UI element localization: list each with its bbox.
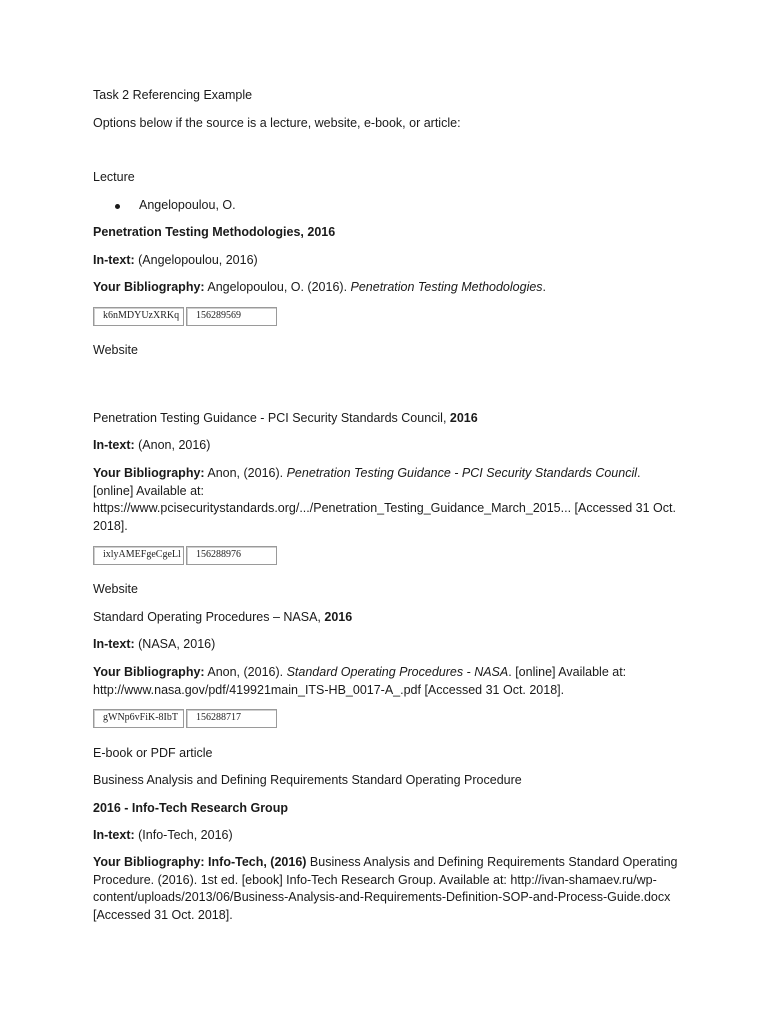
ebook-bibliography: Your Bibliography: Info-Tech, (2016) Business Analysis and Defining Requirements Standard Operating Procedure. (2016). 1st ed. [ebook] Info-Tech Research Group. Available at: http://ivan-shamaev.ru/wp-content/uploads/2013/06/Business-Analysis-and-Requirements-Definition-SOP-and-Process-Guide.docx [Accessed 31 Oct. 2018]. [93, 855, 678, 922]
website1-id-box [93, 546, 277, 565]
lecture-id-number: 156289569 [186, 307, 277, 326]
intro-text: Options below if the source is a lecture, website, e-book, or article: [93, 116, 461, 130]
ebook-intext: In-text: (Info-Tech, 2016) [93, 828, 233, 842]
lecture-source-title: Penetration Testing Methodologies, 2016 [93, 225, 336, 239]
lecture-author: Angelopoulou, O. [139, 198, 236, 212]
website2-bibliography: Your Bibliography: Anon, (2016). Standard Operating Procedures - NASA. [online] Available at: http://www.nasa.gov/pdf/419921main_ITS-HB_0017-A_.pdf [Accessed 31 Oct. 2018]. [93, 665, 627, 697]
website2-heading: Website [93, 582, 138, 596]
website2-source-title: Standard Operating Procedures – NASA, 2016 [93, 610, 353, 624]
lecture-id-box [93, 307, 277, 326]
website1-id-code: ixlyAMEFgeCgeLl [93, 546, 184, 565]
lecture-bibliography: Your Bibliography: Angelopoulou, O. (2016). Penetration Testing Methodologies. [93, 280, 547, 294]
lecture-heading: Lecture [93, 170, 135, 184]
lecture-id-code: k6nMDYUzXRKq [93, 307, 184, 326]
website1-heading: Website [93, 343, 138, 357]
website2-id-number: 156288717 [186, 709, 277, 728]
website1-source-title: Penetration Testing Guidance - PCI Security Standards Council, 2016 [93, 411, 478, 425]
lecture-intext: In-text: (Angelopoulou, 2016) [93, 253, 258, 267]
website1-id-number: 156288976 [186, 546, 277, 565]
website1-intext: In-text: (Anon, 2016) [93, 438, 211, 452]
bullet-icon [115, 204, 120, 209]
ebook-source-subtitle: 2016 - Info-Tech Research Group [93, 801, 288, 815]
website1-bibliography: Your Bibliography: Anon, (2016). Penetration Testing Guidance - PCI Security Standards Council. [online] Available at: https://www.pcisecuritystandards.org/.../Penetration_Testing_Guidance_March_2015... [Accessed 31 Oct. 2018]. [93, 466, 676, 533]
website2-intext: In-text: (NASA, 2016) [93, 637, 216, 651]
website2-id-code: gWNp6vFiK-8IbT [93, 709, 184, 728]
ebook-heading: E-book or PDF article [93, 746, 213, 760]
document-title: Task 2 Referencing Example [93, 88, 253, 102]
ebook-source-title: Business Analysis and Defining Requirements Standard Operating Procedure [93, 773, 522, 787]
website2-id-box [93, 709, 277, 728]
